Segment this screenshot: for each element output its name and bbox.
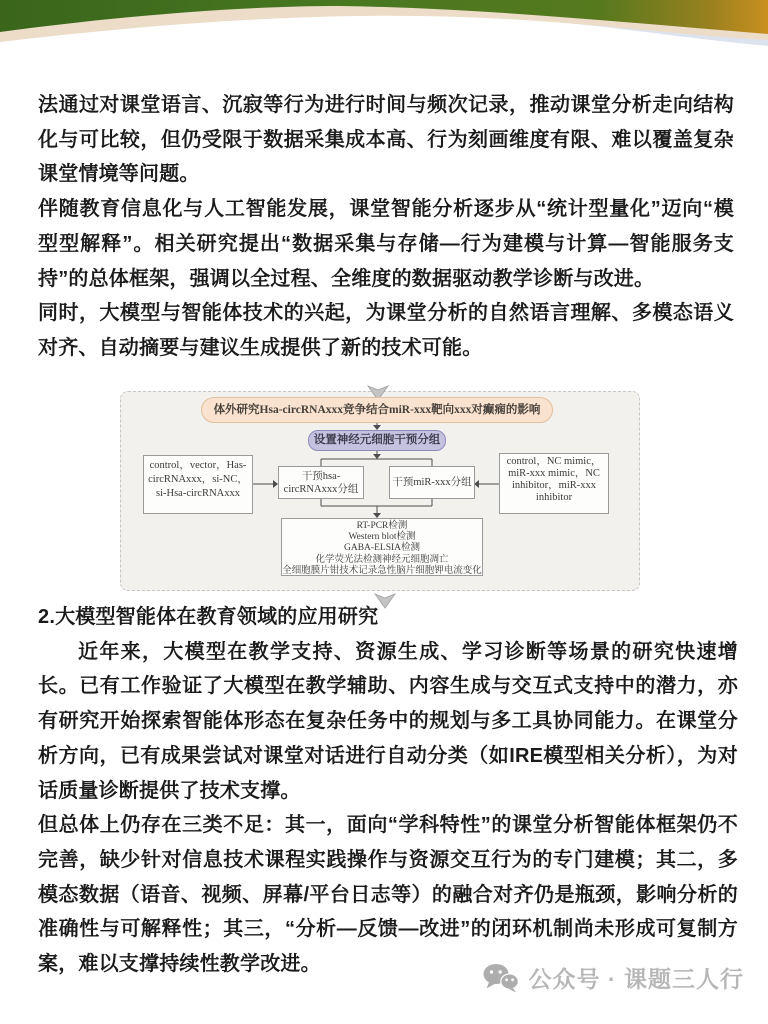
text-block-top: [38, 88, 734, 366]
flowchart-branch-right-box: 干预miR-xxx分组: [389, 466, 475, 499]
watermark-text: 公众号 · 课题三人行: [528, 966, 744, 992]
flowchart-left-list-box: control，vector，Has-circRNAxxx，si-NC，si-Hsa-circRNAxxx: [143, 455, 253, 514]
paragraph: 伴随教育信息化与人工智能发展，课堂智能分析逐步从“统计型量化”迈向“模型型解释”。相关研究提出“数据采集与存储—行为建模与计算—智能服务支持”的总体框架，强调以全过程、全维度的数据驱动教学诊断与改进。: [38, 198, 734, 290]
decorative-header-wave: [0, 0, 768, 60]
flowchart-right-list-box: control，NC mimic，miR-xxx mimic，NC inhibitor，miR-xxx inhibitor: [499, 453, 609, 514]
paragraph: 法通过对课堂语言、沉寂等行为进行时间与频次记录，推动课堂分析走向结构化与可比较，但仍受限于数据采集成本高、行为刻画维度有限、难以覆盖复杂课堂情境等问题。: [38, 94, 734, 186]
method-line: Western blot检测: [348, 532, 416, 543]
flowchart-title-box: 体外研究Hsa-circRNAxxx竞争结合miR-xxx靶向xxx对癫痫的影响: [201, 397, 553, 423]
flowchart-figure: [120, 391, 640, 591]
flowchart-methods-box: [281, 518, 483, 576]
paragraph: 同时，大模型与智能体技术的兴起，为课堂分析的自然语言理解、多模态语义对齐、自动摘要与建议生成提供了新的技术可能。: [38, 302, 734, 359]
method-line: 全细胞膜片钳技术记录急性脑片细胞钾电流变化: [282, 565, 482, 576]
flowchart-group-box: 设置神经元细胞干预分组: [308, 430, 446, 451]
text-block-bottom: [38, 600, 738, 982]
section-heading: 2.大模型智能体在教育领域的应用研究: [38, 606, 379, 628]
method-line: GABA-ELSIA检测: [344, 543, 420, 554]
flowchart-branch-left-box: 干预hsa-circRNAxxx分组: [278, 466, 364, 499]
arrowhead-down-icon: [373, 454, 381, 459]
gray-down-arrow-icon: [374, 593, 396, 609]
paragraph: 但总体上仍存在三类不足：其一，面向“学科特性”的课堂分析智能体框架仍不完善，缺少针对信息技术课程实践操作与资源交互行为的专门建模；其二，多模态数据（语音、视频、屏幕/平台日志等）的融合对齐仍是瓶颈，影响分析的准确性与可解释性；其三，“分析—反馈—改进”的闭环机制尚未形成可复制方案，难以支撑持续性教学改进。: [38, 814, 738, 976]
method-line: 化学荧光法检测神经元细胞凋亡: [315, 554, 449, 565]
paragraph: 近年来，大模型在教学支持、资源生成、学习诊断等场景的研究快速增长。已有工作验证了大模型在教学辅助、内容生成与交互式支持中的潜力，亦有研究开始探索智能体形态在复杂任务中的规划与多工具协同能力。在课堂分析方向，已有成果尝试对课堂对话进行自动分类（如IRE模型相关分析），为对话质量诊断提供了技术支撑。: [38, 640, 738, 802]
watermark: [483, 961, 744, 994]
wechat-icon: [483, 963, 519, 993]
method-line: RT-PCR检测: [356, 521, 408, 531]
